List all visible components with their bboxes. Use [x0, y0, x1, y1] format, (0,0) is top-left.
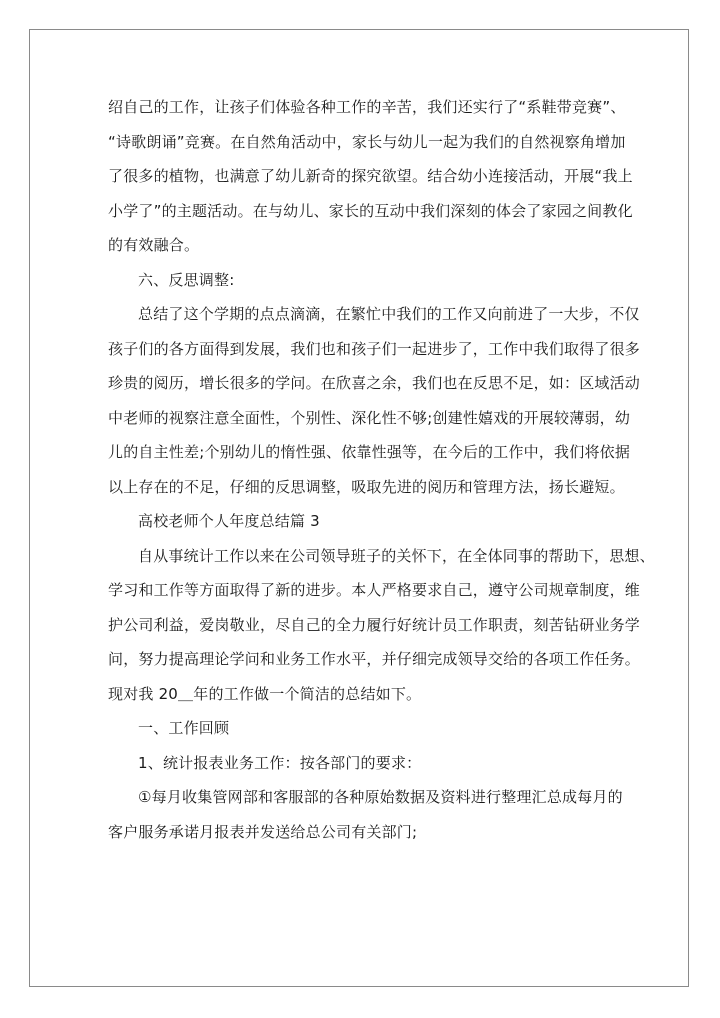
text-line: “诗歌朗诵”竞赛。在自然角活动中，家长与幼儿一起为我们的自然视察角增加: [108, 132, 626, 151]
paragraph-statistics-intro: [108, 539, 655, 712]
text-line: 孩子们的各方面得到发展，我们也和孩子们一起进步了，工作中我们取得了很多: [108, 339, 641, 358]
text-line: 以上存在的不足，仔细的反思调整，吸取先进的阅历和管理方法，扬长避短。: [108, 477, 625, 496]
text-line: 现对我 20＿年的工作做一个简洁的总结如下。: [108, 684, 422, 703]
text-line: 了很多的植物，也满意了幼儿新奇的探究欲望。结合幼小连接活动，开展“我上: [108, 167, 633, 185]
text-line: 总结了这个学期的点点滴滴，在繁忙中我们的工作又向前进了一大步，不仅: [138, 305, 640, 323]
text-line: 自从事统计工作以来在公司领导班子的关怀下，在全体同事的帮助下，思想、: [138, 546, 655, 565]
heading-text: 高校老师个人年度总结篇 3: [138, 512, 320, 530]
text-line: 客户服务承诺月报表并发送给总公司有关部门;: [108, 822, 418, 841]
text-line: 珍贵的阅历，增长很多的学问。在欣喜之余，我们也在反思不足，如：区域活动: [108, 374, 641, 392]
text-line: 问，努力提高理论学问和业务工作水平，并仔细完成领导交给的各项工作任务。: [108, 650, 641, 668]
heading-text: 一、工作回顾: [138, 719, 230, 737]
text-line: 儿的自主性差;个别幼儿的惰性强、依靠性强等，在今后的工作中，我们将依据: [108, 443, 631, 461]
paragraph-parent-activities: [108, 90, 633, 263]
document-body: [108, 90, 655, 849]
text-line: 绍自己的工作，让孩子们体验各种工作的辛苦，我们还实行了“系鞋带竞赛”、: [108, 98, 626, 116]
heading-reflection: [108, 263, 620, 298]
paragraph-reflection: [108, 297, 641, 504]
text-line: 护公司利益，爱岗敬业，尽自己的全力履行好统计员工作职责，刻苦钻研业务学: [108, 615, 641, 634]
text-line: 的有效融合。: [108, 236, 200, 254]
text-line: ①每月收集管网部和客服部的各种原始数据及资料进行整理汇总成每月的: [138, 788, 623, 806]
text-line: 小学了”的主题活动。在与幼儿、家长的互动中我们深刻的体会了家园之间教化: [108, 201, 633, 220]
heading-text: 1、统计报表业务工作：按各部门的要求：: [138, 753, 422, 772]
text-line: 中老师的视察注意全面性，个别性、深化性不够;创建性嬉戏的开展较薄弱，幼: [108, 408, 631, 427]
heading-summary-3: [108, 504, 620, 539]
heading-work-review: [108, 711, 620, 746]
heading-report-work: [108, 746, 620, 781]
paragraph-monthly-report: [108, 780, 623, 849]
heading-text: 六、反思调整:: [138, 270, 235, 289]
text-line: 学习和工作等方面取得了新的进步。本人严格要求自己，遵守公司规章制度，维: [108, 581, 641, 599]
